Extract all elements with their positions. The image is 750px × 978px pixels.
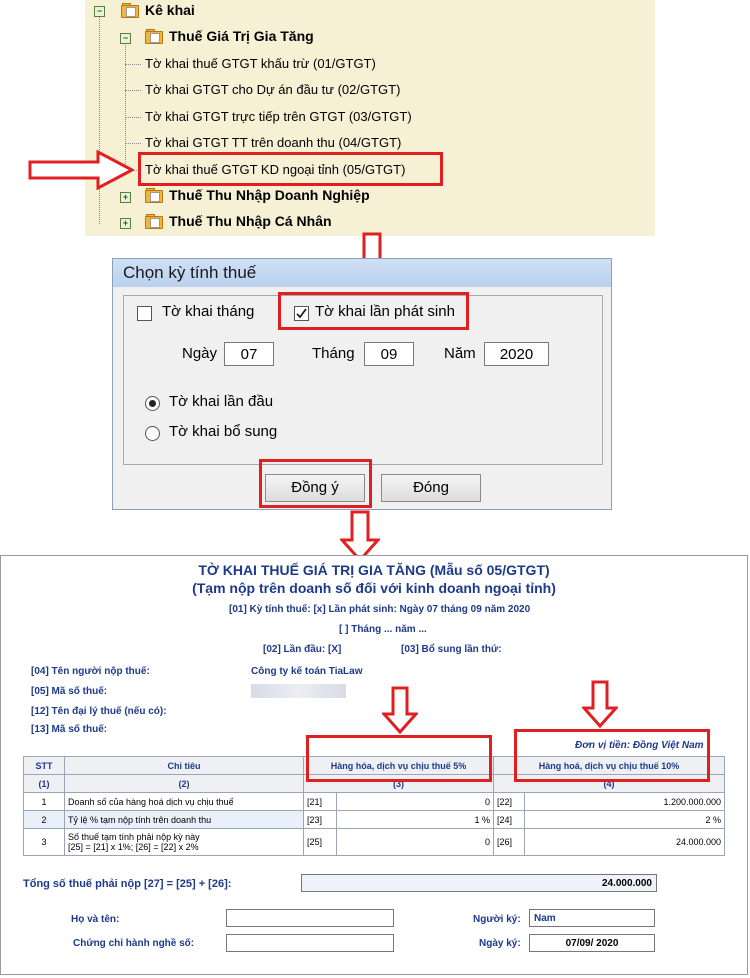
row-name bbox=[65, 829, 304, 856]
tree-guide bbox=[125, 90, 141, 91]
tree-item-03[interactable]: Tờ khai GTGT trực tiếp trên GTGT (03/GTGT) bbox=[145, 109, 412, 124]
tree-guide bbox=[99, 14, 100, 224]
form-title: TỜ KHAI THUẾ GIÁ TRỊ GIA TĂNG (Mẫu số 05/GTGT) bbox=[198, 562, 550, 578]
signer-input[interactable]: Nam bbox=[529, 909, 655, 927]
col-number: (1) bbox=[24, 775, 65, 793]
fullname-input[interactable] bbox=[226, 909, 394, 927]
tree-item-01[interactable]: Tờ khai thuế GTGT khấu trừ (01/GTGT) bbox=[145, 56, 376, 71]
total-field[interactable]: 24.000.000 bbox=[301, 874, 657, 892]
row-code: [22] bbox=[494, 793, 525, 811]
tree-guide bbox=[125, 143, 141, 144]
row-stt: 2 bbox=[24, 811, 65, 829]
currency-unit: Đơn vị tiền: Đồng Việt Nam bbox=[575, 740, 704, 751]
month-label: Tháng bbox=[312, 345, 355, 362]
collapse-icon[interactable]: − bbox=[94, 6, 105, 17]
year-input[interactable]: 2020 bbox=[484, 342, 549, 366]
supplement-line: [03] Bổ sung lần thứ: bbox=[401, 644, 502, 655]
dialog-title: Chọn kỳ tính thuế bbox=[113, 259, 611, 287]
supplement-radio[interactable] bbox=[145, 426, 160, 441]
certificate-input[interactable] bbox=[226, 934, 394, 952]
month-input[interactable]: 09 bbox=[364, 342, 414, 366]
ok-button[interactable]: Đồng ý bbox=[265, 474, 365, 502]
row-value-vat10[interactable]: 2 % bbox=[525, 811, 725, 829]
header-vat5: Hàng hóa, dịch vụ chịu thuế 5% bbox=[304, 757, 494, 775]
tree-guide bbox=[125, 64, 141, 65]
highlight-box bbox=[514, 729, 710, 782]
row-code: [25] bbox=[304, 829, 337, 856]
tree-group-pit[interactable]: Thuế Thu Nhập Cá Nhân bbox=[169, 213, 332, 229]
form-subtitle: (Tạm nộp trên doanh số đối với kinh doanh ngoại tỉnh) bbox=[192, 580, 556, 596]
arrow-down-icon bbox=[382, 686, 418, 734]
highlight-box bbox=[138, 152, 443, 186]
table-row bbox=[24, 829, 725, 856]
col-number: (3) bbox=[304, 775, 494, 793]
period-line: [01] Kỳ tính thuế: [x] Lần phát sinh: Ngày 07 tháng 09 năm 2020 bbox=[229, 604, 531, 615]
tree-group-vat[interactable]: Thuế Giá Trị Gia Tăng bbox=[169, 28, 314, 44]
row-code: [26] bbox=[494, 829, 525, 856]
tax-code-label: [05] Mã số thuế: bbox=[31, 686, 108, 697]
supplement-label: Tờ khai bổ sung bbox=[169, 423, 278, 440]
row-value-vat5[interactable]: 0 bbox=[337, 829, 494, 856]
row-code: [24] bbox=[494, 811, 525, 829]
agent-label: [12] Tên đại lý thuế (nếu có): bbox=[31, 706, 167, 717]
first-time-line: [02] Lần đầu: [X] bbox=[263, 644, 342, 655]
header-vat10: Hàng hoá, dịch vụ chịu thuế 10% bbox=[494, 757, 725, 775]
folder-icon bbox=[121, 3, 139, 17]
folder-icon bbox=[145, 29, 163, 43]
monthly-label: Tờ khai tháng bbox=[162, 303, 255, 320]
tree-group-cit[interactable]: Thuế Thu Nhập Doanh Nghiệp bbox=[169, 187, 370, 203]
first-time-radio[interactable] bbox=[145, 396, 160, 411]
highlight-box bbox=[306, 735, 492, 782]
year-label: Năm bbox=[444, 345, 476, 362]
tree-item-04[interactable]: Tờ khai GTGT TT trên doanh thu (04/GTGT) bbox=[145, 135, 402, 150]
row-name: Doanh số của hàng hoá dịch vụ chịu thuế bbox=[65, 793, 304, 811]
row-name: Tỷ lệ % tạm nộp tính trên doanh thu bbox=[65, 811, 304, 829]
row-code: [23] bbox=[304, 811, 337, 829]
folder-icon bbox=[145, 214, 163, 228]
tree-item-05[interactable]: Tờ khai thuế GTGT KD ngoại tỉnh (05/GTGT) bbox=[145, 162, 406, 177]
blurred-tax-code bbox=[251, 684, 346, 698]
taxpayer-label: [04] Tên người nộp thuế: bbox=[31, 666, 150, 677]
fullname-label: Họ và tên: bbox=[71, 914, 120, 925]
total-label: Tổng số thuế phải nộp [27] = [25] + [26]: bbox=[23, 878, 232, 890]
first-time-label: Tờ khai lần đầu bbox=[169, 393, 274, 410]
arrow-down-icon bbox=[582, 680, 618, 728]
signer-label: Người ký: bbox=[473, 914, 521, 925]
header-stt: STT bbox=[24, 757, 65, 775]
certificate-label: Chứng chỉ hành nghề số: bbox=[73, 938, 195, 949]
tree-root[interactable]: Kê khai bbox=[145, 2, 195, 18]
sign-date-label: Ngày ký: bbox=[479, 938, 521, 949]
arrow-right-icon bbox=[28, 150, 134, 190]
row-value-vat5[interactable]: 0 bbox=[337, 793, 494, 811]
taxpayer-name: Công ty kế toán TiaLaw bbox=[251, 666, 363, 677]
agent-tax-code-label: [13] Mã số thuế: bbox=[31, 724, 108, 735]
occurrence-label: Tờ khai lần phát sinh bbox=[315, 303, 455, 320]
row-code: [21] bbox=[304, 793, 337, 811]
row-stt: 1 bbox=[24, 793, 65, 811]
close-button[interactable]: Đóng bbox=[381, 474, 481, 502]
tree-guide bbox=[125, 117, 141, 118]
col-number: (4) bbox=[494, 775, 725, 793]
highlight-box bbox=[278, 292, 469, 330]
folder-icon bbox=[145, 188, 163, 202]
table-row bbox=[24, 793, 725, 811]
table-row bbox=[24, 811, 725, 829]
sign-date-input[interactable]: 07/09/ 2020 bbox=[529, 934, 655, 952]
day-label: Ngày bbox=[182, 345, 218, 362]
monthly-checkbox[interactable] bbox=[137, 306, 152, 321]
day-input[interactable]: 07 bbox=[224, 342, 274, 366]
row-value-vat5[interactable]: 1 % bbox=[337, 811, 494, 829]
collapse-icon[interactable]: − bbox=[120, 33, 131, 44]
period-month-line: [ ] Tháng ... năm ... bbox=[339, 624, 427, 635]
declaration-tree bbox=[85, 0, 655, 236]
row-name-line: Số thuế tạm tính phải nộp kỳ này bbox=[68, 832, 200, 842]
row-value-vat10[interactable]: 24.000.000 bbox=[525, 829, 725, 856]
row-stt: 3 bbox=[24, 829, 65, 856]
col-number: (2) bbox=[65, 775, 304, 793]
expand-icon[interactable]: + bbox=[120, 192, 131, 203]
highlight-box bbox=[259, 459, 372, 508]
header-indicator: Chỉ tiêu bbox=[65, 757, 304, 775]
tree-item-02[interactable]: Tờ khai GTGT cho Dự án đầu tư (02/GTGT) bbox=[145, 82, 401, 97]
row-value-vat10[interactable]: 1.200.000.000 bbox=[525, 793, 725, 811]
expand-icon[interactable]: + bbox=[120, 218, 131, 229]
row-formula: [25] = [21] x 1%; [26] = [22] x 2% bbox=[68, 842, 199, 852]
